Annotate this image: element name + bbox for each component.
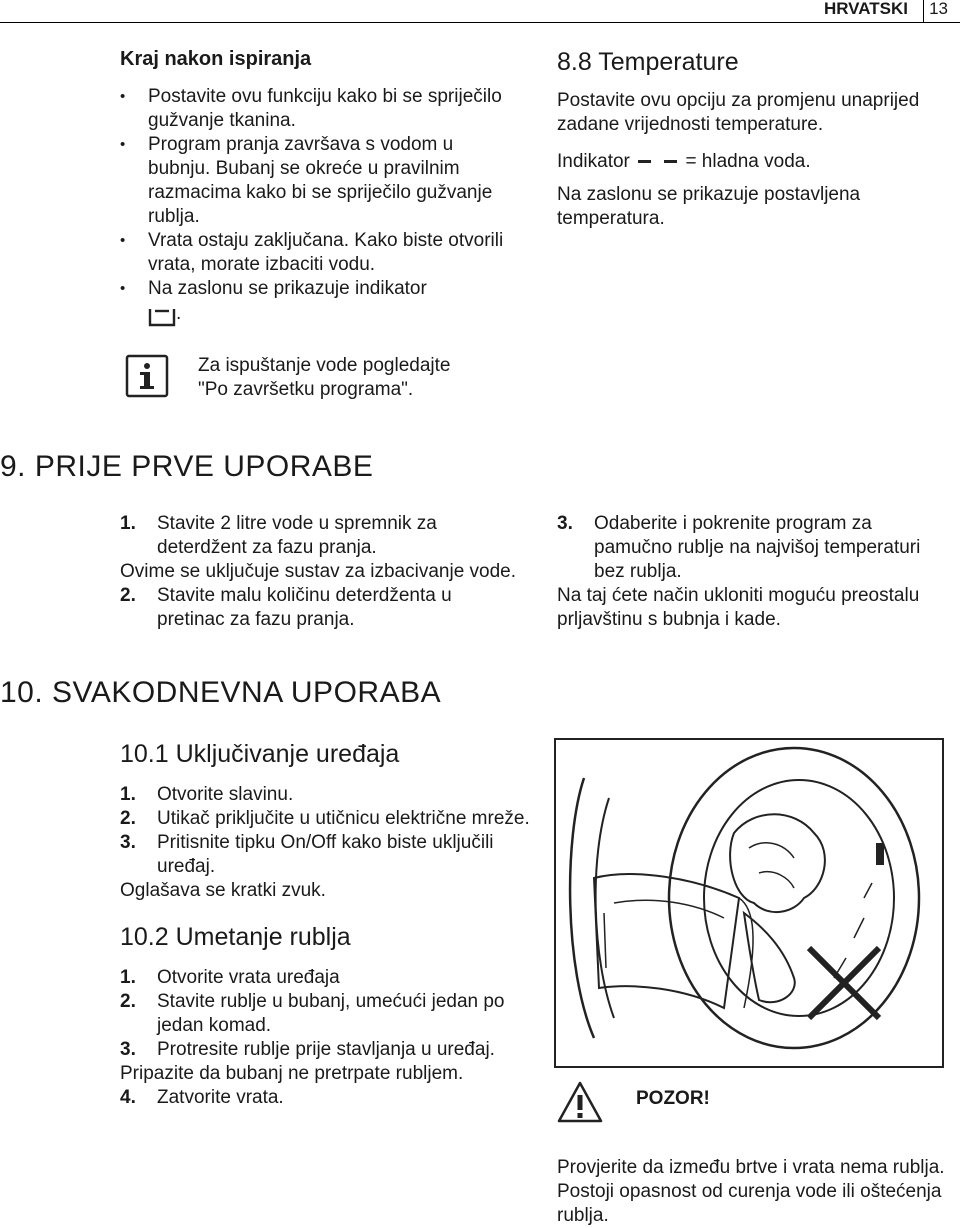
section-9-steps-3 [557, 512, 937, 584]
bullet-item: • Postavite ovu funkciju kako bi se spriječilo gužvanje tkanina. [120, 85, 520, 133]
section-9-steps [120, 512, 520, 560]
door-laundry-illustration [554, 738, 944, 1068]
section-10-heading: 10. SVAKODNEVNA UPORABA [0, 676, 442, 709]
dash-icon [638, 160, 651, 163]
step-item: 2. Stavite rublje u bubanj, umećući jedan po jedan komad. [120, 991, 505, 1036]
temperature-display-note: Na zaslonu se prikazuje postavljena temperatura. [557, 184, 861, 229]
warning-title: POZOR! [636, 1088, 710, 1109]
info-note-text: Za ispuštanje vode pogledajte "Po završetku programa". [198, 355, 451, 400]
step-item: 2. Utikač priključite u utičnicu električne mreže. [120, 808, 530, 829]
rinse-hold-bullets [120, 85, 520, 327]
section-9-note: Ovime se uključuje sustav za izbacivanje vode. [120, 561, 517, 582]
switch-on-steps [120, 783, 540, 879]
header-page-number: 13 [929, 0, 948, 18]
step-item: 1. Otvorite vrata uređaja [120, 967, 340, 988]
section-9-heading: 9. PRIJE PRVE UPORABE [0, 450, 374, 483]
step-item: 4. Zatvorite vrata. [120, 1087, 284, 1108]
dash-icon [664, 160, 677, 163]
header-separator [923, 0, 924, 22]
temperature-paragraph: Postavite ovu opciju za promjenu unaprijed zadane vrijednosti temperature. [557, 90, 920, 135]
bullet-item: • Na zaslonu se prikazuje indikator . [120, 277, 520, 327]
bullet-item: • Vrata ostaju zaključana. Kako biste otvorili vrata, morate izbaciti vodu. [120, 229, 520, 277]
info-icon [125, 354, 169, 398]
temperature-section [557, 48, 937, 231]
temperature-heading: 8.8 Temperature [557, 48, 739, 76]
warning-icon [556, 1080, 604, 1124]
load-laundry-steps [120, 966, 540, 1062]
step-item: 3. Odaberite i pokrenite program za pamučno rublje na najvišoj temperaturi bez rublja. [557, 513, 921, 582]
switch-on-note: Oglašava se kratki zvuk. [120, 880, 326, 901]
rinse-hold-title: Kraj nakon ispiranja [120, 48, 312, 70]
step-item: 3. Protresite rublje prije stavljanja u uređaj. [120, 1039, 495, 1060]
page-header [0, 0, 960, 22]
rinse-hold-indicator-icon [148, 307, 176, 327]
step-item: 1. Otvorite slavinu. [120, 784, 294, 805]
section-9-steps-2 [120, 584, 520, 632]
subsection-10-2-heading: 10.2 Umetanje rublja [120, 923, 351, 951]
header-language: HRVATSKI [823, 0, 908, 18]
overload-note: Pripazite da bubanj ne pretrpate rubljem. [120, 1063, 464, 1084]
section-9-left [120, 512, 520, 632]
subsection-10-1-heading: 10.1 Uključivanje uređaja [120, 740, 400, 768]
header-rule [0, 22, 960, 23]
load-laundry-steps-2 [120, 1086, 540, 1110]
warning-text: Provjerite da između brtve i vrata nema rublja. Postoji opasnost od curenja vode ili oštećenja rublja. [557, 1157, 945, 1226]
section-9-note-2: Na taj ćete način ukloniti moguću preostalu prljavštinu s bubnja i kade. [557, 585, 920, 630]
section-9-right [557, 512, 937, 632]
temperature-indicator-line: Indikator = hladna voda. [557, 151, 811, 172]
step-item: 3. Pritisnite tipku On/Off kako biste uključili uređaj. [120, 832, 494, 877]
rinse-hold-section [120, 48, 520, 327]
step-item: 1. Stavite 2 litre vode u spremnik za deterdžent za fazu pranja. [120, 513, 437, 558]
section-10-left [120, 740, 540, 1110]
bullet-item: • Program pranja završava s vodom u bubnju. Bubanj se okreće u pravilnim razmacima kako bi se spriječilo gužvanje rublja. [120, 133, 520, 229]
step-item: 2. Stavite malu količinu deterdženta u pretinac za fazu pranja. [120, 585, 452, 630]
